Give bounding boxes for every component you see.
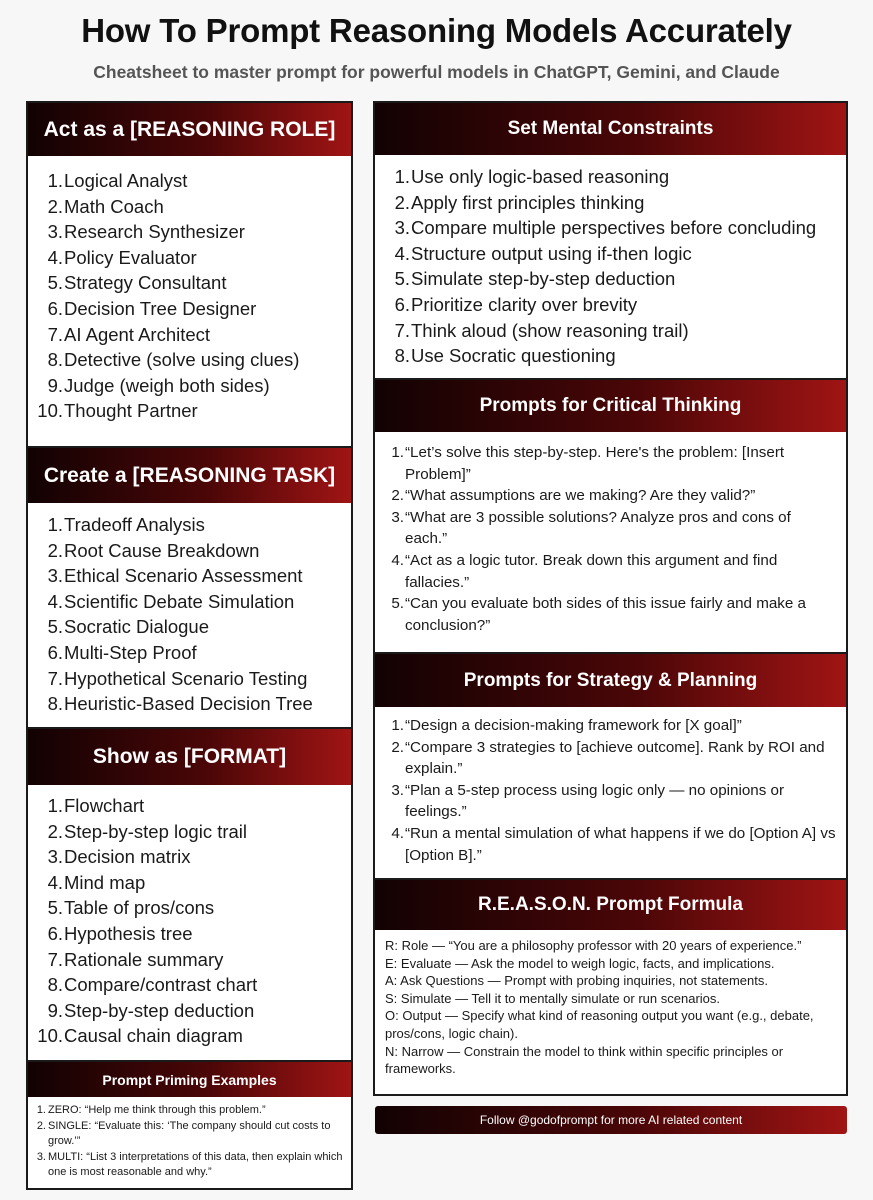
list-item xyxy=(28,512,351,538)
list-item xyxy=(28,691,351,717)
list-item-number: 6. xyxy=(47,641,63,663)
list-item xyxy=(375,292,846,318)
list-item xyxy=(28,245,351,271)
list-item-text: Apply first principles thinking xyxy=(411,191,645,213)
list-item-number: 1. xyxy=(36,1104,46,1116)
list-item xyxy=(28,194,351,220)
list-item-number: 2. xyxy=(47,195,63,217)
list-item-text: Step-by-step logic trail xyxy=(64,820,248,842)
reasoning-task-section xyxy=(26,446,353,729)
list-item xyxy=(28,168,351,194)
reasoning-task-list xyxy=(28,503,351,717)
list-item-text: Tradeoff Analysis xyxy=(64,514,205,535)
reason-formula-section xyxy=(373,878,848,1096)
list-item-number: 1. xyxy=(47,514,63,535)
list-item-text: “Run a mental simulation of what happens if we do [Option A] vs [Option B].” xyxy=(405,824,836,864)
list-item-number: 10. xyxy=(37,1025,63,1047)
reasoning-task-header: Create a [REASONING TASK] xyxy=(28,448,351,503)
list-item xyxy=(28,921,351,947)
list-item-text: Use only logic-based reasoning xyxy=(411,166,670,187)
list-item-number: 1. xyxy=(391,717,404,734)
list-item-number: 9. xyxy=(47,999,63,1021)
list-item-number: 2. xyxy=(391,738,404,756)
list-item xyxy=(28,270,351,296)
list-item-number: 3. xyxy=(47,221,63,243)
list-item-text: Rationale summary xyxy=(64,948,224,970)
list-item-text: AI Agent Architect xyxy=(64,323,211,345)
list-item xyxy=(375,550,836,593)
list-item-text: “Plan a 5-step process using logic only — no opinions or feelings.” xyxy=(405,781,785,821)
list-item-number: 1. xyxy=(394,166,410,187)
list-item xyxy=(28,895,351,921)
list-item xyxy=(28,870,351,896)
format-list xyxy=(28,785,351,1049)
list-item-number: 2. xyxy=(47,539,63,561)
list-item-number: 6. xyxy=(394,293,410,315)
list-item xyxy=(28,972,351,998)
list-item-text: Compare multiple perspectives before concluding xyxy=(411,217,817,239)
list-item-text: Policy Evaluator xyxy=(64,246,197,268)
list-item-number: 4. xyxy=(47,590,63,612)
list-item xyxy=(28,347,351,373)
list-item-text: Prioritize clarity over brevity xyxy=(411,293,638,315)
list-item-text: Judge (weigh both sides) xyxy=(64,374,270,396)
list-item-number: 7. xyxy=(394,319,410,341)
list-item-number: 3. xyxy=(47,565,63,587)
list-item-text: Hypothetical Scenario Testing xyxy=(64,667,308,689)
list-item-text: “Act as a logic tutor. Break down this argument and find fallacies.” xyxy=(405,551,778,591)
list-item-text: Use Socratic questioning xyxy=(411,345,616,367)
list-item-text: ZERO: “Help me think through this problem.” xyxy=(48,1104,266,1116)
list-item-text: Research Synthesizer xyxy=(64,221,245,243)
list-item-number: 8. xyxy=(47,693,63,715)
list-item-text: “Design a decision-making framework for [X goal]” xyxy=(405,717,742,734)
list-item-number: 6. xyxy=(47,297,63,319)
list-item-number: 5. xyxy=(394,268,410,290)
list-item xyxy=(28,819,351,845)
list-item-text: Simulate step-by-step deduction xyxy=(411,268,676,290)
list-item-text: “Compare 3 strategies to [achieve outcome]. Rank by ROI and explain.” xyxy=(405,738,825,778)
list-item-text: Structure output using if-then logic xyxy=(411,242,692,264)
list-item xyxy=(375,164,846,190)
strategy-planning-section xyxy=(373,652,848,880)
right-column xyxy=(373,101,848,1096)
formula-line: R: Role — “You are a philosophy professor with 20 years of experience.” xyxy=(385,938,802,953)
list-item-number: 4. xyxy=(47,246,63,268)
list-item xyxy=(28,998,351,1024)
list-item xyxy=(375,507,836,550)
list-item xyxy=(375,442,836,485)
list-item-number: 7. xyxy=(47,948,63,970)
list-item-text: Decision Tree Designer xyxy=(64,297,257,319)
list-item xyxy=(375,343,846,369)
list-item xyxy=(375,715,836,737)
priming-header: Prompt Priming Examples xyxy=(28,1062,351,1097)
list-item-number: 1. xyxy=(391,444,404,461)
reasoning-role-list xyxy=(28,156,351,424)
formula-line: N: Narrow — Constrain the model to think within specific principles or frameworks. xyxy=(385,1043,784,1077)
list-item-number: 8. xyxy=(394,345,410,367)
priming-list xyxy=(28,1097,351,1181)
list-item-number: 2. xyxy=(36,1119,46,1132)
list-item xyxy=(28,666,351,692)
list-item-text: Causal chain diagram xyxy=(64,1025,243,1047)
list-item-number: 1. xyxy=(47,170,63,191)
list-item-number: 3. xyxy=(391,781,404,799)
list-item-text: Decision matrix xyxy=(64,846,191,868)
list-item-number: 1. xyxy=(47,795,63,816)
formula-line: O: Output — Specify what kind of reasoning output you want (e.g., debate, pros/cons, logic chain). xyxy=(385,1008,814,1041)
format-header: Show as [FORMAT] xyxy=(28,729,351,785)
list-item xyxy=(28,398,351,424)
priming-section xyxy=(26,1060,353,1190)
list-item-number: 4. xyxy=(391,824,404,842)
list-item-text: Multi-Step Proof xyxy=(64,641,197,663)
list-item-number: 5. xyxy=(47,616,63,638)
list-item-text: Flowchart xyxy=(64,795,145,816)
list-item-number: 4. xyxy=(47,871,63,893)
list-item-text: Detective (solve using clues) xyxy=(64,349,300,371)
list-item xyxy=(28,1119,345,1150)
list-item-text: “Let’s solve this step-by-step. Here's the problem: [Insert Problem]” xyxy=(405,444,785,483)
list-item-number: 9. xyxy=(47,374,63,396)
list-item-text: Hypothesis tree xyxy=(64,922,193,944)
critical-thinking-header: Prompts for Critical Thinking xyxy=(375,380,846,432)
list-item-number: 5. xyxy=(391,595,404,613)
list-item xyxy=(28,793,351,819)
list-item xyxy=(375,241,846,267)
list-item xyxy=(28,538,351,564)
list-item-number: 8. xyxy=(47,349,63,371)
list-item-number: 2. xyxy=(391,487,404,505)
list-item xyxy=(28,640,351,666)
list-item-number: 10. xyxy=(37,400,63,422)
list-item-text: Heuristic-Based Decision Tree xyxy=(64,693,313,715)
list-item xyxy=(28,373,351,399)
list-item xyxy=(28,219,351,245)
strategy-planning-header: Prompts for Strategy & Planning xyxy=(375,654,846,707)
list-item-text: Logical Analyst xyxy=(64,170,188,191)
list-item-number: 3. xyxy=(47,846,63,868)
list-item xyxy=(375,485,836,507)
list-item-number: 7. xyxy=(47,323,63,345)
list-item-text: Think aloud (show reasoning trail) xyxy=(411,319,689,341)
list-item-text: MULTI: “List 3 interpretations of this data, then explain which one is most reasonable and why.” xyxy=(48,1150,343,1178)
list-item-number: 8. xyxy=(47,974,63,996)
reasoning-role-header: Act as a [REASONING ROLE] xyxy=(28,103,351,156)
list-item-number: 2. xyxy=(394,191,410,213)
formula-line: A: Ask Questions — Prompt with probing inquiries, not statements. xyxy=(385,973,768,989)
list-item xyxy=(28,1150,345,1181)
list-item-number: 4. xyxy=(394,242,410,264)
list-item-number: 3. xyxy=(394,217,410,239)
list-item-text: Socratic Dialogue xyxy=(64,616,209,638)
mental-constraints-header: Set Mental Constraints xyxy=(375,103,846,155)
list-item xyxy=(28,322,351,348)
formula-line: S: Simulate — Tell it to mentally simulate or run scenarios. xyxy=(385,990,721,1006)
list-item-text: Ethical Scenario Assessment xyxy=(64,565,303,587)
list-item-text: Thought Partner xyxy=(64,400,198,422)
list-item xyxy=(28,1023,351,1049)
mental-constraints-section xyxy=(373,101,848,380)
list-item-text: Strategy Consultant xyxy=(64,272,227,294)
list-item xyxy=(375,737,836,780)
list-item-text: Root Cause Breakdown xyxy=(64,539,260,561)
list-item-number: 3. xyxy=(36,1150,46,1163)
follow-banner: Follow @godofprompt for more AI related content xyxy=(375,1106,847,1134)
list-item-text: “Can you evaluate both sides of this issue fairly and make a conclusion?” xyxy=(405,595,807,634)
strategy-planning-list xyxy=(375,707,846,866)
list-item xyxy=(375,266,846,292)
list-item-text: Math Coach xyxy=(64,195,164,217)
list-item-text: “What are 3 possible solutions? Analyze pros and cons of each.” xyxy=(405,508,791,548)
page-subtitle: Cheatsheet to master prompt for powerful models in ChatGPT, Gemini, and Claude xyxy=(93,62,780,82)
list-item xyxy=(375,215,846,241)
list-item xyxy=(28,844,351,870)
list-item xyxy=(375,780,836,823)
page-title: How To Prompt Reasoning Models Accurately xyxy=(81,12,792,49)
list-item-number: 3. xyxy=(391,508,404,526)
list-item xyxy=(28,296,351,322)
list-item-number: 6. xyxy=(47,922,63,944)
mental-constraints-list xyxy=(375,155,846,369)
list-item-number: 4. xyxy=(391,551,404,569)
list-item-text: Mind map xyxy=(64,871,146,893)
list-item xyxy=(375,593,836,636)
list-item-text: Table of pros/cons xyxy=(64,897,215,919)
list-item-number: 5. xyxy=(47,897,63,919)
list-item xyxy=(28,589,351,615)
list-item xyxy=(28,563,351,589)
list-item xyxy=(375,823,836,866)
list-item-text: “What assumptions are we making? Are they valid?” xyxy=(405,487,756,505)
critical-thinking-list xyxy=(375,432,846,636)
list-item xyxy=(375,190,846,216)
list-item-number: 2. xyxy=(47,820,63,842)
critical-thinking-section xyxy=(373,378,848,654)
list-item-text: SINGLE: “Evaluate this: ‘The company should cut costs to grow.’” xyxy=(48,1119,331,1147)
list-item xyxy=(28,614,351,640)
list-item-number: 7. xyxy=(47,667,63,689)
reason-formula-header: R.E.A.S.O.N. Prompt Formula xyxy=(375,880,846,930)
formula-line: E: Evaluate — Ask the model to weigh logic, facts, and implications. xyxy=(385,955,775,971)
list-item xyxy=(375,318,846,344)
list-item xyxy=(28,1103,345,1119)
list-item xyxy=(28,947,351,973)
reason-formula-lines xyxy=(375,930,846,1078)
reasoning-role-section xyxy=(26,101,353,448)
format-section xyxy=(26,727,353,1062)
list-item-text: Compare/contrast chart xyxy=(64,974,258,996)
list-item-text: Scientific Debate Simulation xyxy=(64,590,295,612)
list-item-text: Step-by-step deduction xyxy=(64,999,255,1021)
list-item-number: 5. xyxy=(47,272,63,294)
left-column xyxy=(26,101,353,1190)
